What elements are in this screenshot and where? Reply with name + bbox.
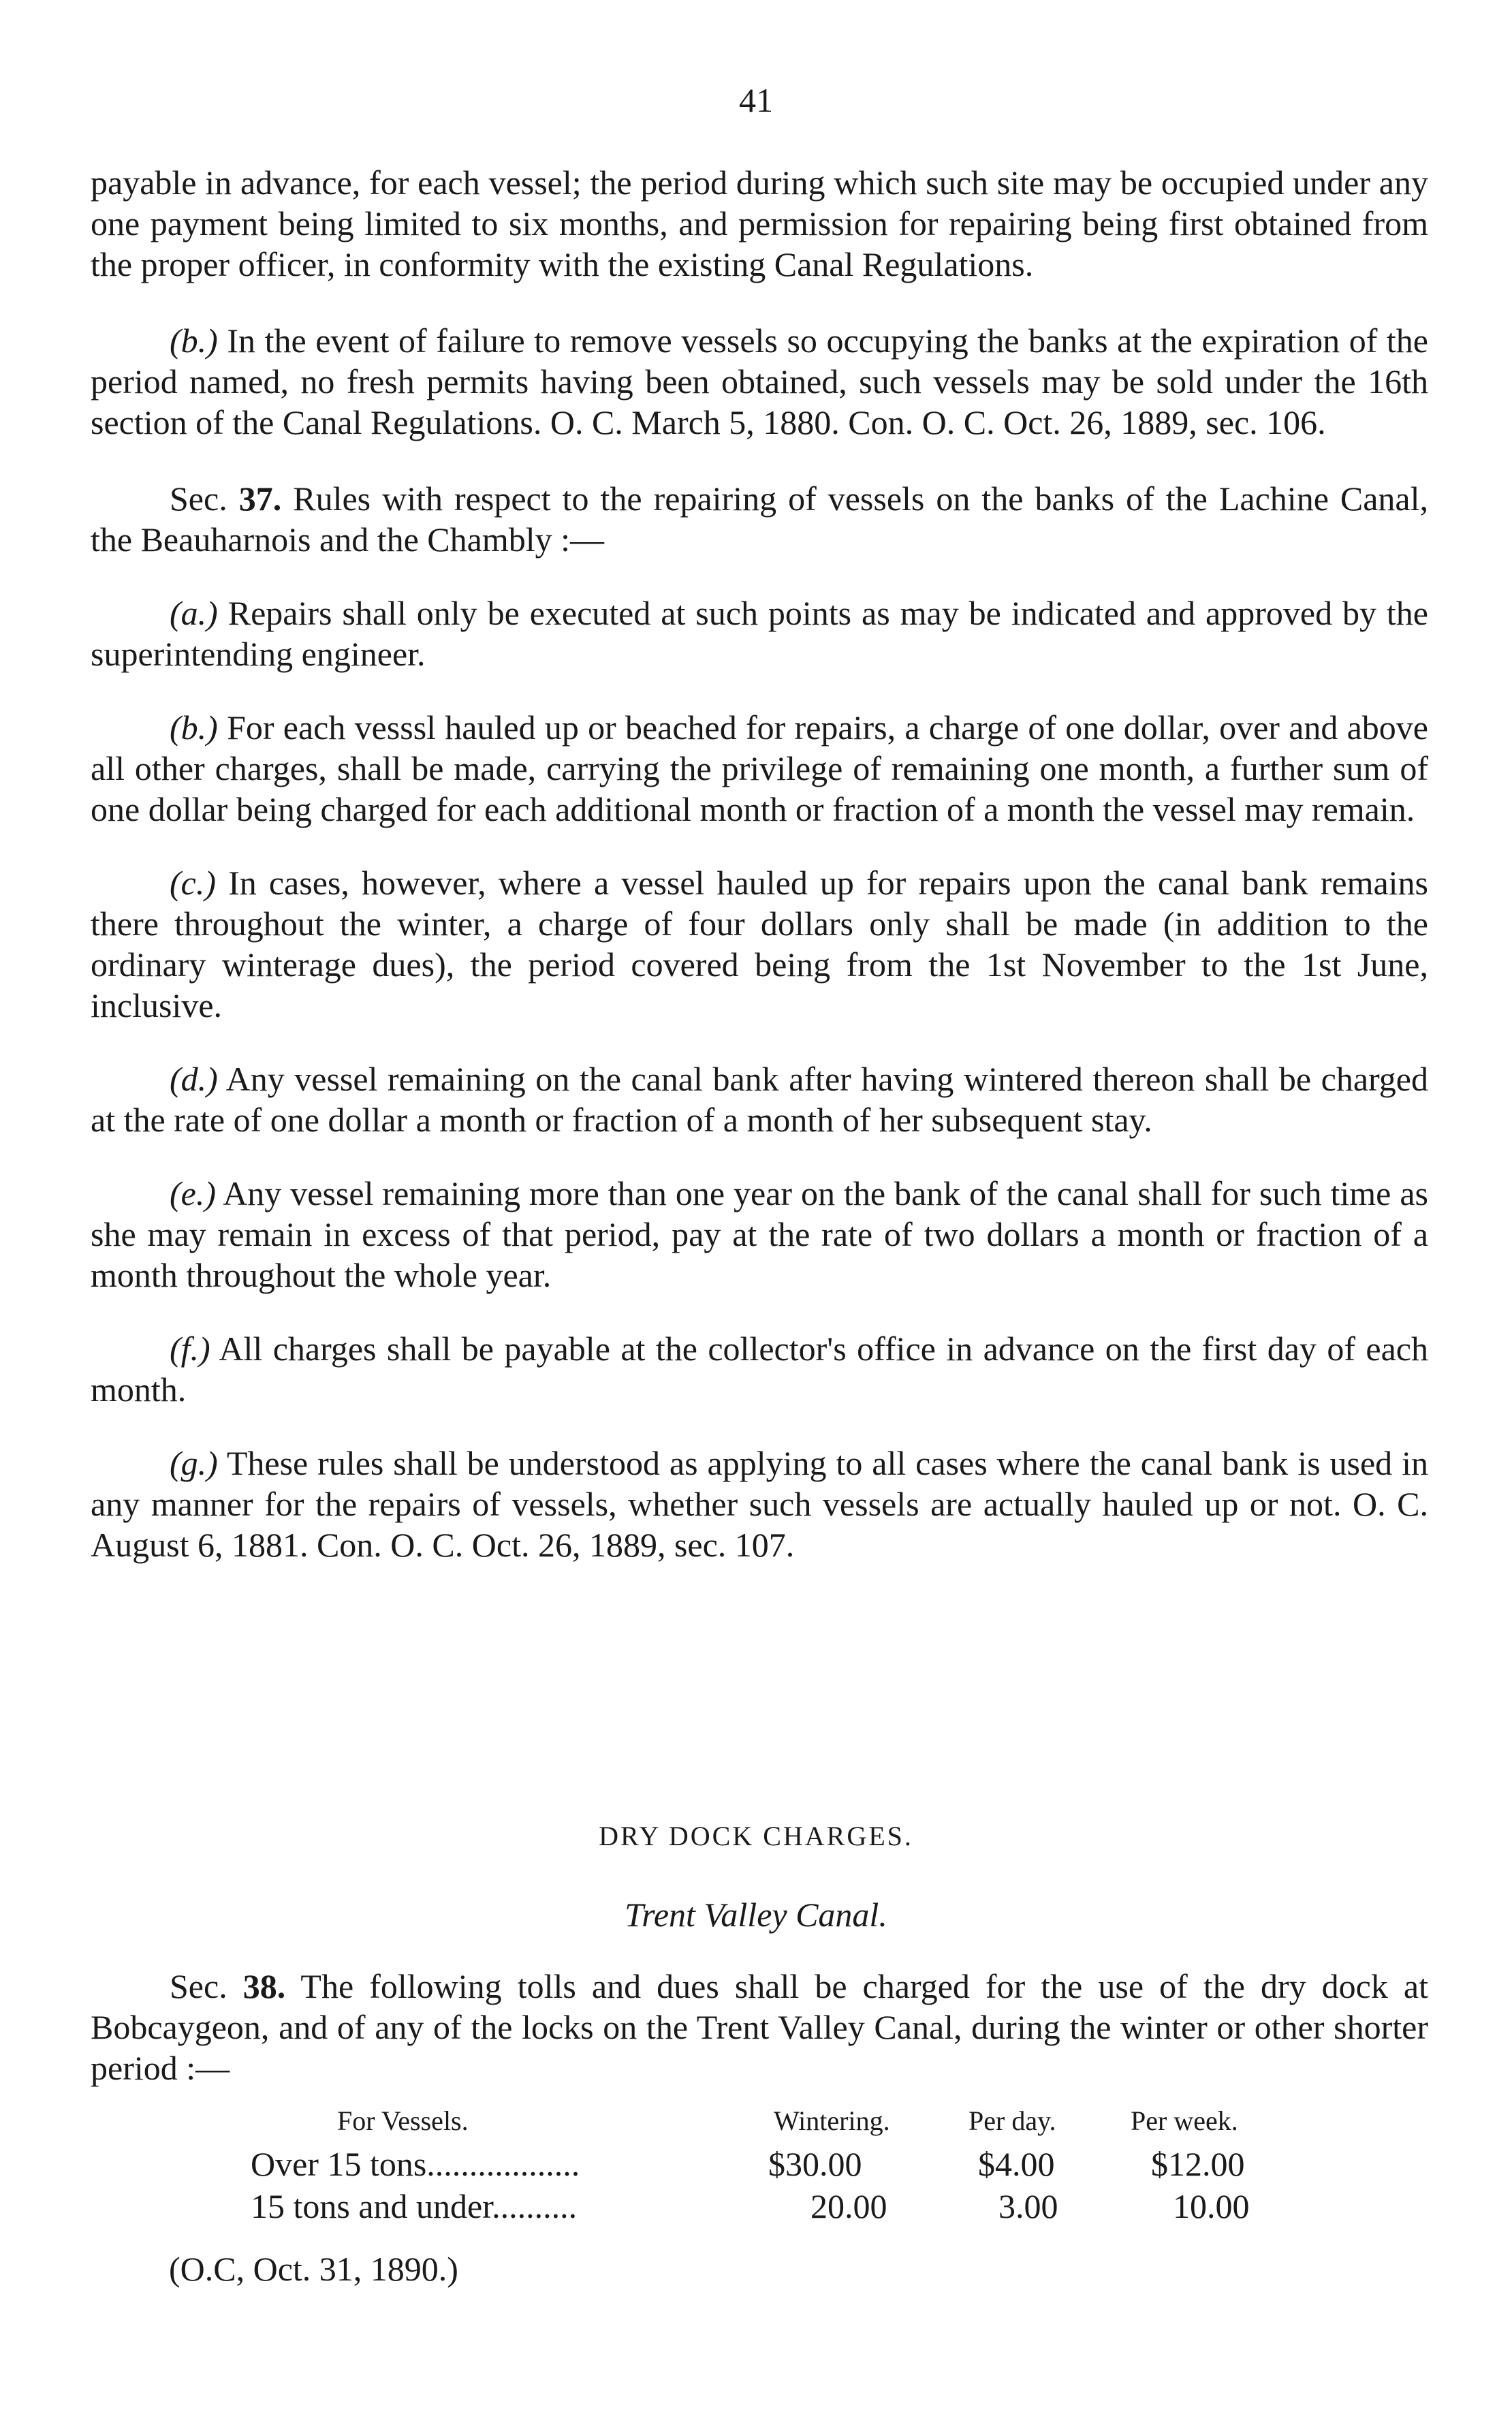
sec37-intro-paragraph <box>91 478 1428 560</box>
paragraph-letter: (c.) <box>170 864 216 902</box>
paragraph-text: In cases, however, where a vessel hauled up for repairs upon the canal bank remains there throughout the winter, a charge of four dollars only shall be made (in addition to the ordinary winterage dues), the period covered being from the 1st November to the 1st June, inclusive. <box>91 864 1429 1024</box>
paragraph-letter: (b.) <box>170 321 218 360</box>
table-header-wintering: Wintering. <box>774 2105 890 2136</box>
paragraph-text: These rules shall be understood as applying to all cases where the canal bank is used in any manner for the repairs of vessels, whether such vessels are actually hauled up or not. O. C. August 6, 1881. Con. O. C. Oct. 26, 1889, sec. 107. <box>91 1444 1428 1564</box>
section-number: 37. <box>238 480 282 518</box>
section-number: 38. <box>242 1967 286 2005</box>
paragraph-text: For each vesssl hauled up or beached for repairs, a charge of one dollar, over and above all other charges, shall be made, carrying the privilege of remaining one month, a further sum of one dollar being charged for each additional month or fraction of a month the vessel may remain. <box>91 708 1428 828</box>
table-row-label: Over 15 tons.................. <box>251 2145 580 2183</box>
paragraph-letter: (d.) <box>170 1060 218 1098</box>
sec38-paragraph <box>91 1966 1428 2088</box>
sec37-d-paragraph <box>91 1058 1428 1140</box>
paragraph-text: Any vessel remaining on the canal bank after having wintered thereon shall be charged at the rate of one dollar a month or fraction of a month of her subsequent stay. <box>91 1060 1428 1139</box>
citation: (O.C, Oct. 31, 1890.) <box>169 2250 458 2288</box>
sec37-a-paragraph <box>91 593 1428 674</box>
trent-valley-heading: Trent Valley Canal. <box>625 1896 887 1934</box>
paragraph-letter: (e.) <box>170 1174 216 1212</box>
sec37-f-paragraph <box>91 1328 1428 1410</box>
section-text: The following tolls and dues shall be charged for the use of the dry dock at Bobcaygeon, and of any of the locks on the Trent Valley Canal, during the winter or other shorter period :— <box>91 1967 1428 2087</box>
continuation-paragraph: payable in advance, for each vessel; the period during which such site may be occupied under any one payment being limited to six months, and permission for repairing being first obtained from the proper officer, in conformity with the existing Canal Regulations. <box>91 163 1428 283</box>
paragraph-letter: (b.) <box>170 708 218 747</box>
paragraph-text: Repairs shall only be executed at such points as may be indicated and approved by the superintending engineer. <box>91 594 1429 673</box>
sec36-b-paragraph <box>91 320 1428 443</box>
paragraph-text: In the event of failure to remove vessels so occupying the banks at the expiration of the period named, no fresh permits having been obtained, such vessels may be sold under the 16th section of the Canal Regulations. O. C. March 5, 1880. Con. O. C. Oct. 26, 1889, sec. 106. <box>91 321 1428 441</box>
sec37-g-paragraph <box>91 1443 1428 1565</box>
paragraph-text: All charges shall be payable at the collector's office in advance on the first day of each month. <box>91 1330 1429 1409</box>
table-cell-per-week: 10.00 <box>1173 2187 1250 2225</box>
section-label: Sec. <box>170 1967 227 2005</box>
body-text <box>91 162 1428 1565</box>
table-cell-per-day: $4.00 <box>978 2145 1055 2183</box>
table-header-vessels: For Vessels. <box>337 2105 469 2136</box>
section-text: Rules with respect to the repairing of vessels on the banks of the Lachine Canal, the Beauharnois and the Chambly :— <box>91 480 1429 559</box>
table-header-per-week: Per week. <box>1131 2105 1238 2136</box>
paragraph-letter: (a.) <box>170 594 218 632</box>
table-header-per-day: Per day. <box>968 2105 1056 2136</box>
sec37-b-paragraph <box>91 707 1428 830</box>
sec37-e-paragraph <box>91 1173 1428 1296</box>
sec38-block <box>91 1966 1428 2088</box>
paragraph-letter: (f.) <box>170 1330 210 1368</box>
paragraph-text: Any vessel remaining more than one year on the bank of the canal shall for such time as she may remain in excess of that period, pay at the rate of two dollars a month or fraction of a month throughout the whole year. <box>91 1174 1428 1294</box>
table-cell-wintering: $30.00 <box>768 2145 862 2183</box>
sec37-c-paragraph <box>91 862 1428 1026</box>
table-row-label: 15 tons and under.......... <box>251 2187 578 2225</box>
page-number: 41 <box>739 81 773 119</box>
section-label: Sec. <box>170 480 227 518</box>
table-cell-per-day: 3.00 <box>998 2187 1058 2225</box>
paragraph-letter: (g.) <box>170 1444 218 1482</box>
table-cell-per-week: $12.00 <box>1151 2145 1245 2183</box>
table-cell-wintering: 20.00 <box>810 2187 887 2225</box>
dry-dock-heading: DRY DOCK CHARGES. <box>599 1821 913 1851</box>
